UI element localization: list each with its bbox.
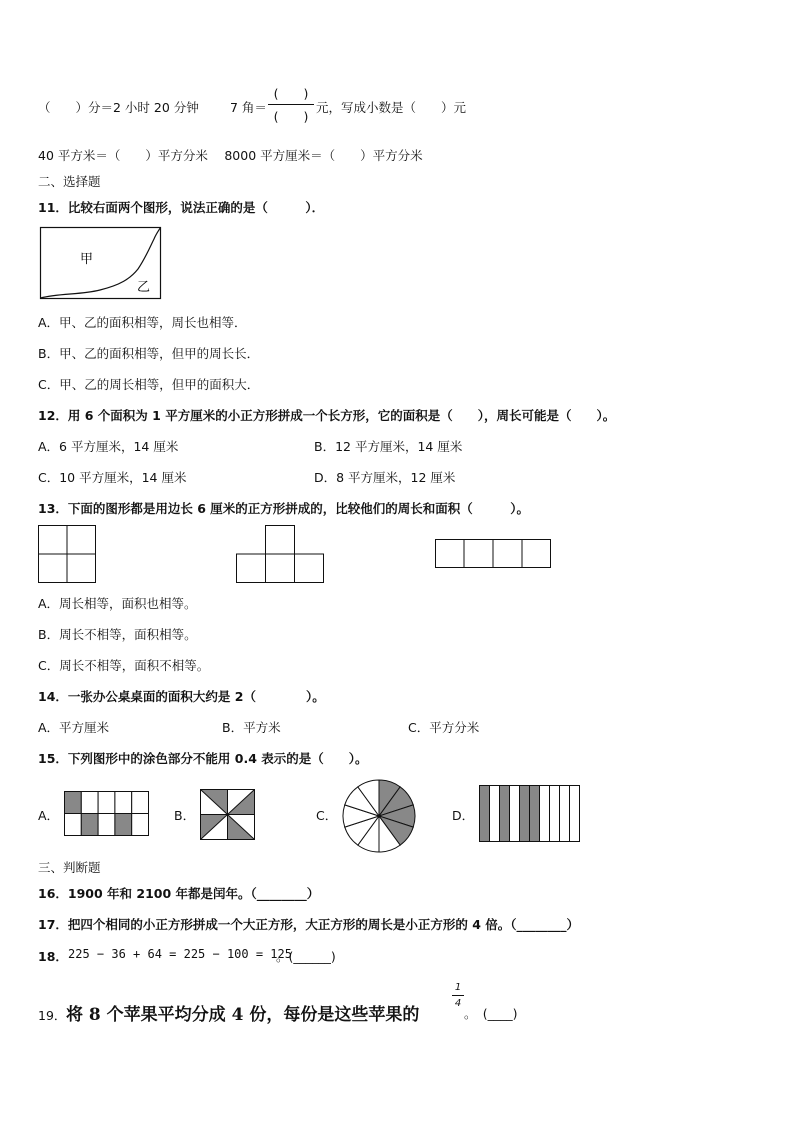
q18-label: 18． bbox=[38, 949, 68, 964]
q17-line: 17．把四个相同的小正方形拼成一个大正方形，大正方形的周长是小正方形的 4 倍。（________） bbox=[38, 917, 580, 932]
q15-stem: 15．下列图形中的涂色部分不能用 0.4 表示的是（ ）。 bbox=[38, 751, 368, 766]
q9-part2-prefix: 7 角＝ bbox=[230, 100, 267, 115]
q19-text: 将 8 个苹果平均分成 4 份，每份是这些苹果的 bbox=[66, 1005, 420, 1025]
q16-line: 16．1900 年和 2100 年都是闰年。（________） bbox=[38, 886, 320, 901]
q14-option-c: C．平方分米 bbox=[408, 720, 480, 735]
q19-fraction bbox=[452, 982, 464, 1009]
q13-figure-t-shape bbox=[236, 525, 324, 583]
q14-option-b: B．平方米 bbox=[222, 720, 281, 735]
q9-part1: （ ）分＝2 小时 20 分钟 bbox=[38, 100, 199, 115]
q12-option-b: B．12 平方厘米，14 厘米 bbox=[314, 439, 463, 454]
q12-stem: 12．用 6 个面积为 1 平方厘米的小正方形拼成一个长方形，它的面积是（ ），周长可能是（ ）。 bbox=[38, 408, 616, 423]
q13-option-b: B．周长不相等，面积相等。 bbox=[38, 627, 197, 642]
q13-option-c: C．周长不相等，面积不相等。 bbox=[38, 658, 210, 673]
q15-figure-a-grid bbox=[64, 791, 150, 837]
q13-stem: 13．下面的图形都是用边长 6 厘米的正方形拼成的，比较他们的周长和面积（ ）。 bbox=[38, 501, 530, 516]
q9-frac-den: ( ) bbox=[273, 109, 309, 124]
fraction-bar bbox=[268, 104, 314, 105]
q15-label-d: D． bbox=[452, 808, 475, 823]
q15-figure-b-pinwheel bbox=[200, 789, 256, 841]
q11-option-b: B．甲、乙的面积相等，但甲的周长长． bbox=[38, 346, 260, 361]
q11-label-jia: 甲 bbox=[80, 252, 94, 267]
q11-option-a: A．甲、乙的面积相等，周长也相等． bbox=[38, 315, 247, 330]
q15-label-b: B． bbox=[174, 808, 196, 823]
q9-frac-num: ( ) bbox=[273, 86, 309, 101]
q19-frac-den: 4 bbox=[454, 998, 462, 1009]
q18-expression: 225 − 36 + 64 = 225 − 100 = 125 bbox=[68, 947, 292, 961]
q13-option-a: A．周长相等，面积也相等。 bbox=[38, 596, 197, 611]
q13-figure-row bbox=[435, 539, 551, 569]
q14-option-a: A．平方厘米 bbox=[38, 720, 110, 735]
q14-stem: 14．一张办公桌桌面的面积大约是 2（ ）。 bbox=[38, 689, 325, 704]
q11-label-yi: 乙 bbox=[137, 280, 151, 295]
section-title: 二、选择题 bbox=[38, 174, 101, 189]
section-title: 三、判断题 bbox=[38, 860, 101, 875]
q12-option-a: A．6 平方厘米，14 厘米 bbox=[38, 439, 179, 454]
fraction-bar bbox=[452, 995, 464, 996]
q15-figure-c-circle bbox=[342, 779, 416, 853]
q15-figure-d-stripes bbox=[479, 785, 581, 843]
q13-figure-square bbox=[38, 525, 96, 583]
q19-label: 19． bbox=[38, 1008, 67, 1023]
q19-blank: 。 (____) bbox=[464, 1006, 518, 1021]
q19-frac-num: 1 bbox=[454, 982, 462, 993]
q11-stem: 11．比较右面两个图形，说法正确的是（ ）． bbox=[38, 200, 325, 215]
q11-option-c: C．甲、乙的周长相等，但甲的面积大． bbox=[38, 377, 260, 392]
q18-blank: 。(______) bbox=[276, 949, 336, 964]
q9-fraction bbox=[268, 84, 314, 125]
q15-label-c: C． bbox=[316, 808, 338, 823]
q12-option-c: C．10 平方厘米，14 厘米 bbox=[38, 470, 187, 485]
q9-part2-suffix: 元，写成小数是（ ）元 bbox=[316, 100, 467, 115]
q15-label-a: A． bbox=[38, 808, 60, 823]
q12-option-d: D．8 平方厘米，12 厘米 bbox=[314, 470, 456, 485]
q9-line bbox=[38, 98, 199, 116]
q11-figure bbox=[40, 227, 162, 300]
q10-line: 40 平方米＝（ ）平方分米 8000 平方厘米＝（ ）平方分米 bbox=[38, 148, 423, 163]
